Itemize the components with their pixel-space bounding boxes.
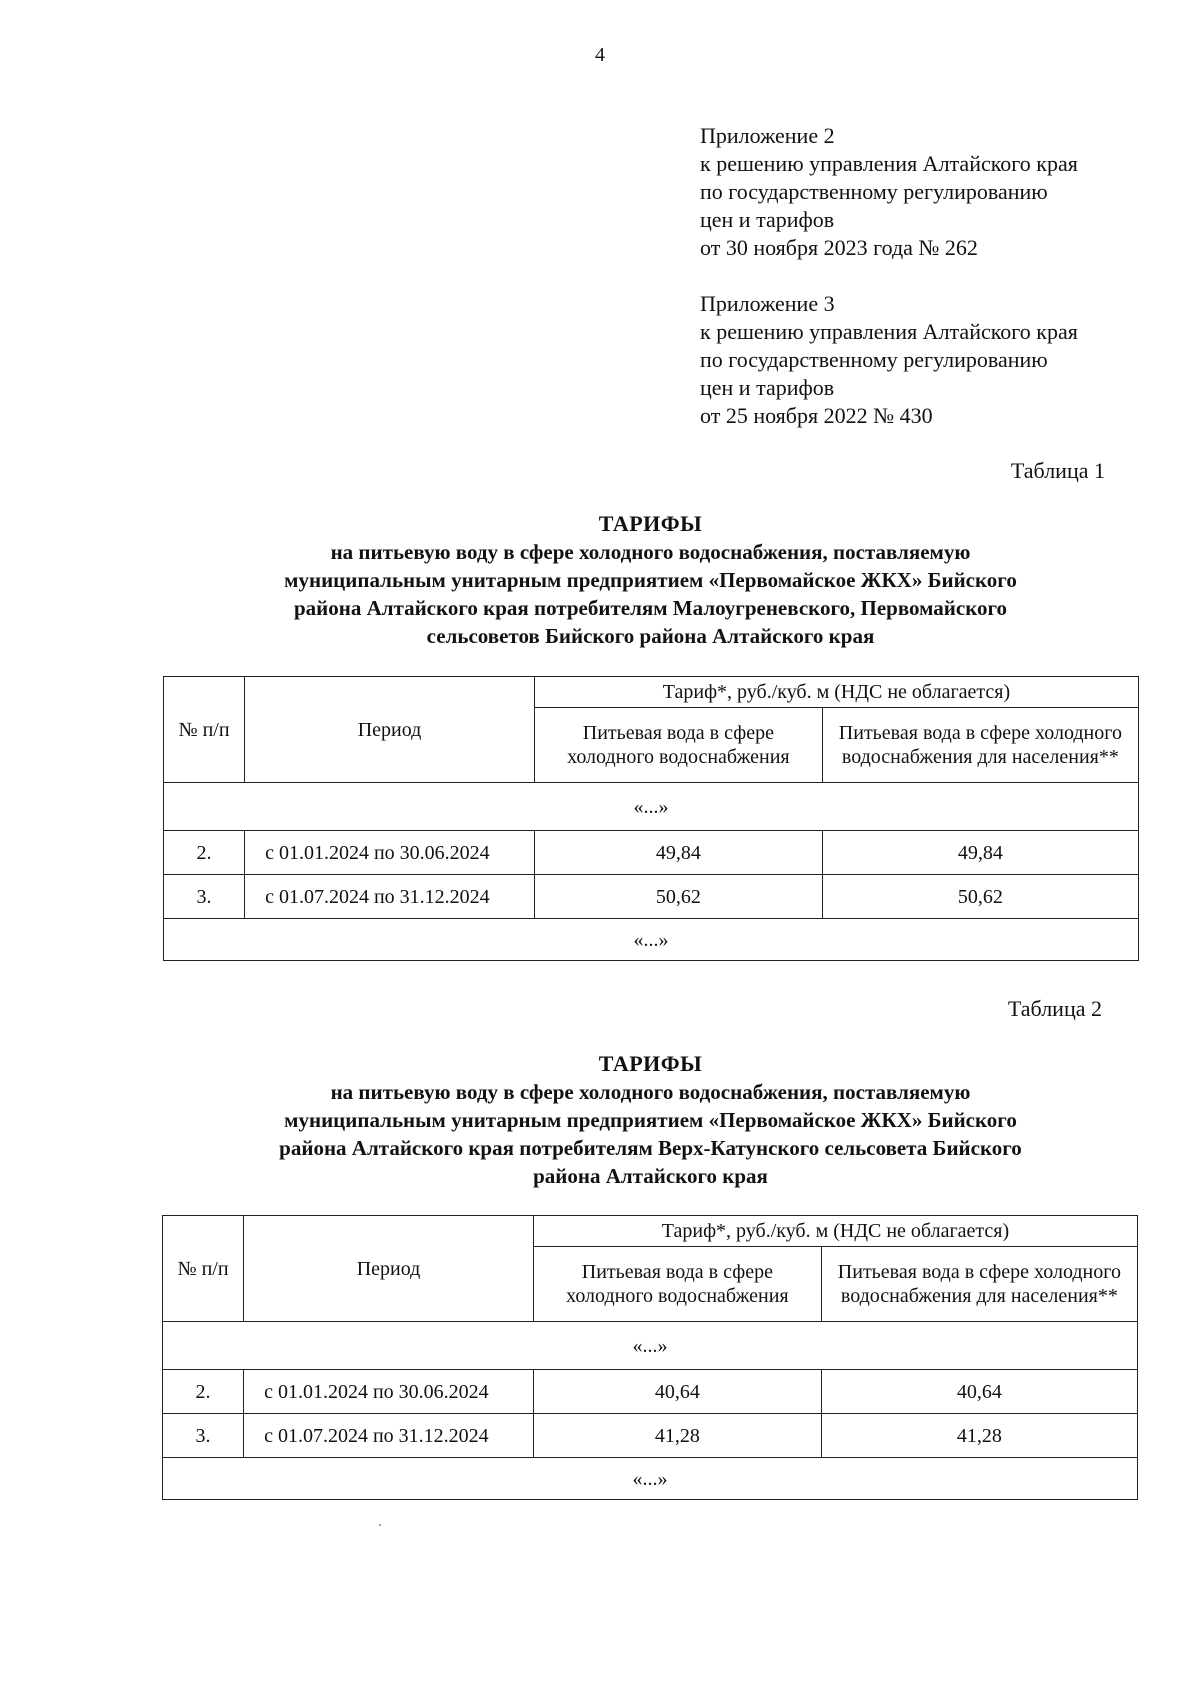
- ellipsis-cell: «...»: [163, 1458, 1138, 1500]
- table-2-subtitle-line: муниципальным унитарным предприятием «Первомайское ЖКХ» Бийского: [284, 1108, 1017, 1132]
- ellipsis-cell: «...»: [164, 783, 1139, 831]
- page-number: 4: [595, 44, 605, 66]
- table-ellipsis-row: [164, 919, 1139, 961]
- appendix-line: к решению управления Алтайского края: [700, 319, 1078, 344]
- header-period: Период: [244, 1216, 534, 1322]
- header-col1: Питьевая вода в сфере холодного водоснабжения: [534, 708, 822, 783]
- row-period: с 01.07.2024 по 31.12.2024: [245, 875, 535, 919]
- row-num: 2.: [163, 1370, 244, 1414]
- table-ellipsis-row: [163, 1458, 1138, 1500]
- appendix-line: от 25 ноября 2022 № 430: [700, 403, 933, 428]
- table-row: [164, 831, 1139, 875]
- header-col2: Питьевая вода в сфере холодного водоснабжения для населения**: [821, 1247, 1137, 1322]
- table-header-row: [164, 677, 1139, 708]
- appendix-line: Приложение 3: [700, 291, 835, 316]
- table-row: [163, 1414, 1138, 1458]
- appendix-line: к решению управления Алтайского края: [700, 151, 1078, 176]
- table-header-row: [163, 1216, 1138, 1247]
- header-tariff: Тариф*, руб./куб. м (НДС не облагается): [533, 1216, 1137, 1247]
- appendix-3-block: [700, 290, 1160, 430]
- table-1-heading: [163, 510, 1138, 650]
- table-1-subtitle-line: района Алтайского края потребителям Малоугреневского, Первомайского: [293, 596, 1008, 620]
- row-num: 3.: [163, 1414, 244, 1458]
- header-num: № п/п: [163, 1216, 244, 1322]
- row-value-1: 50,62: [534, 875, 822, 919]
- row-value-2: 49,84: [822, 831, 1138, 875]
- header-num: № п/п: [164, 677, 245, 783]
- scan-artifact-dot: [379, 1524, 381, 1526]
- row-value-1: 49,84: [534, 831, 822, 875]
- table-1-subtitle-line: сельсоветов Бийского района Алтайского края: [426, 624, 875, 648]
- table-2-subtitle-line: района Алтайского края: [533, 1164, 768, 1188]
- header-period: Период: [245, 677, 535, 783]
- appendix-line: цен и тарифов: [700, 375, 835, 400]
- table-2-label: Таблица 2: [1007, 996, 1102, 1021]
- table-row: [164, 875, 1139, 919]
- table-2-subtitle-line: на питьевую воду в сфере холодного водоснабжения, поставляемую: [330, 1080, 971, 1104]
- table-2-heading: [163, 1050, 1138, 1190]
- tariff-table-1: [163, 676, 1139, 961]
- appendix-line: по государственному регулированию: [700, 179, 1048, 204]
- header-col1: Питьевая вода в сфере холодного водоснабжения: [533, 1247, 821, 1322]
- table-ellipsis-row: [163, 1322, 1138, 1370]
- appendix-line: Приложение 2: [700, 123, 835, 148]
- row-period: с 01.07.2024 по 31.12.2024: [244, 1414, 534, 1458]
- ellipsis-cell: «...»: [163, 1322, 1138, 1370]
- table-2-subtitle-line: района Алтайского края потребителям Верх-Катунского сельсовета Бийского: [279, 1136, 1022, 1160]
- table-1-title: ТАРИФЫ: [598, 511, 703, 536]
- row-value-2: 40,64: [821, 1370, 1137, 1414]
- table-1-subtitle-line: муниципальным унитарным предприятием «Первомайское ЖКХ» Бийского: [284, 568, 1017, 592]
- row-value-2: 50,62: [822, 875, 1138, 919]
- appendix-line: от 30 ноября 2023 года № 262: [700, 235, 978, 260]
- row-value-2: 41,28: [821, 1414, 1137, 1458]
- appendix-line: цен и тарифов: [700, 207, 835, 232]
- table-1-label: Таблица 1: [1010, 458, 1105, 483]
- ellipsis-cell: «...»: [164, 919, 1139, 961]
- appendix-line: по государственному регулированию: [700, 347, 1048, 372]
- row-num: 3.: [164, 875, 245, 919]
- table-ellipsis-row: [164, 783, 1139, 831]
- row-period: с 01.01.2024 по 30.06.2024: [244, 1370, 534, 1414]
- header-tariff: Тариф*, руб./куб. м (НДС не облагается): [534, 677, 1138, 708]
- table-1-subtitle-line: на питьевую воду в сфере холодного водоснабжения, поставляемую: [330, 540, 971, 564]
- appendix-2-block: [700, 122, 1160, 262]
- table-2-title: ТАРИФЫ: [598, 1051, 703, 1076]
- header-col2: Питьевая вода в сфере холодного водоснабжения для населения**: [822, 708, 1138, 783]
- row-period: с 01.01.2024 по 30.06.2024: [245, 831, 535, 875]
- table-row: [163, 1370, 1138, 1414]
- row-value-1: 40,64: [533, 1370, 821, 1414]
- tariff-table-2: [162, 1215, 1138, 1500]
- row-value-1: 41,28: [533, 1414, 821, 1458]
- row-num: 2.: [164, 831, 245, 875]
